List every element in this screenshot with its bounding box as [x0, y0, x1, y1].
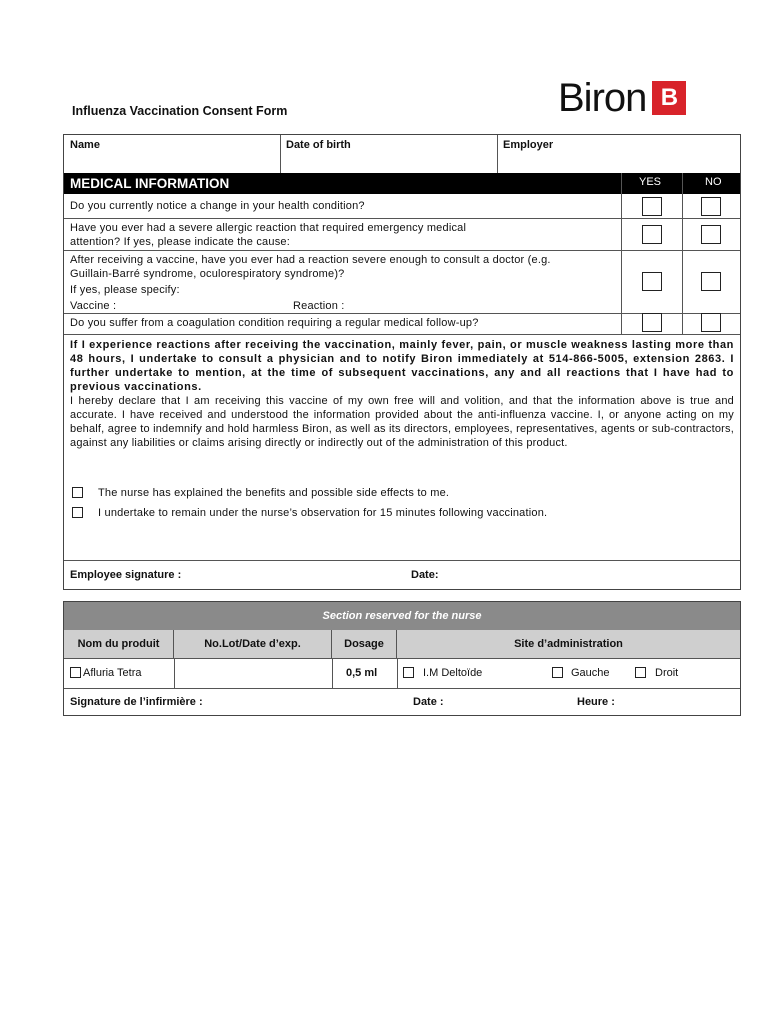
divider — [332, 659, 333, 688]
product-checkbox[interactable] — [70, 667, 81, 678]
lot-column-header: No.Lot/Date d’exp. — [174, 630, 332, 659]
divider — [64, 688, 740, 689]
product-name: Afluria Tetra — [83, 667, 142, 679]
q4-no-checkbox[interactable] — [701, 313, 721, 332]
question-line: After receiving a vaccine, have you ever had a reaction severe enough to consult a doctor (e.g. — [70, 254, 551, 266]
form-title: Influenza Vaccination Consent Form — [72, 104, 288, 118]
divider — [682, 173, 683, 335]
medical-info-header — [64, 173, 740, 194]
observation-checkbox[interactable] — [72, 507, 83, 518]
logo-text: Biron — [558, 76, 647, 120]
nurse-explained-label: The nurse has explained the benefits and possible side effects to me. — [98, 487, 450, 499]
consent-form — [63, 134, 741, 590]
divider — [397, 659, 398, 688]
site-column-header: Site d’administration — [397, 630, 740, 659]
q1-yes-checkbox[interactable] — [642, 197, 662, 216]
employee-date-field[interactable]: Date: — [411, 569, 439, 581]
yes-label: YES — [639, 176, 662, 188]
vaccine-field[interactable]: Vaccine : — [70, 300, 117, 312]
divider — [64, 313, 740, 314]
nurse-explained-checkbox[interactable] — [72, 487, 83, 498]
q1-no-checkbox[interactable] — [701, 197, 721, 216]
divider — [174, 659, 175, 688]
nurse-date-field[interactable]: Date : — [413, 696, 444, 708]
deltoid-checkbox[interactable] — [403, 667, 414, 678]
logo-mark: B — [652, 81, 686, 115]
question-line: If yes, please specify: — [70, 284, 180, 296]
nurse-signature-field[interactable]: Signature de l’infirmière : — [70, 696, 203, 708]
question-health-change: Do you currently notice a change in your health condition? — [70, 200, 365, 212]
product-column-header: Nom du produit — [64, 630, 174, 659]
employer-field[interactable]: Employer — [503, 139, 554, 151]
divider — [64, 334, 740, 335]
question-line: Guillain-Barré syndrome, oculorespiratory syndrome)? — [70, 268, 345, 280]
name-field[interactable]: Name — [70, 139, 100, 151]
divider — [64, 250, 740, 251]
left-label: Gauche — [571, 667, 610, 679]
dosage-value: 0,5 ml — [346, 667, 378, 679]
nurse-time-field[interactable]: Heure : — [577, 696, 615, 708]
q3-no-checkbox[interactable] — [701, 272, 721, 291]
consent-text — [70, 338, 734, 450]
question-line: Have you ever had a severe allergic reaction that required emergency medical — [70, 222, 467, 234]
question-allergic-reaction — [70, 221, 466, 249]
right-label: Droit — [655, 667, 679, 679]
dosage-column-header: Dosage — [332, 630, 397, 659]
question-vaccine-reaction — [70, 253, 551, 313]
q3-yes-checkbox[interactable] — [642, 272, 662, 291]
reaction-field[interactable]: Reaction : — [293, 300, 345, 312]
divider — [64, 218, 740, 219]
no-label: NO — [705, 176, 722, 188]
nurse-section-header: Section reserved for the nurse — [64, 602, 740, 630]
divider — [280, 135, 281, 173]
reaction-notice: If I experience reactions after receiving the vaccination, mainly fever, pain, or muscle weakness lasting more than 48 hours, I undertake to consult a physician and to notify Biron immediately at 514-866-5005, extension 2863. I further undertake to mention, at the time of subsequent vaccinations, any and all reactions that I have had to previous vaccinations. — [70, 339, 734, 393]
q2-no-checkbox[interactable] — [701, 225, 721, 244]
employee-signature-field[interactable]: Employee signature : — [70, 569, 182, 581]
biron-logo — [558, 78, 686, 118]
observation-label: I undertake to remain under the nurse’s observation for 15 minutes following vaccination. — [98, 507, 548, 519]
divider — [64, 560, 740, 561]
nurse-section — [63, 601, 741, 716]
q2-yes-checkbox[interactable] — [642, 225, 662, 244]
divider — [621, 173, 622, 335]
deltoid-label: I.M Deltoïde — [423, 667, 483, 679]
divider — [497, 135, 498, 173]
medical-info-title: MEDICAL INFORMATION — [70, 176, 230, 191]
question-line: attention? If yes, please indicate the cause: — [70, 236, 290, 248]
right-checkbox[interactable] — [635, 667, 646, 678]
q4-yes-checkbox[interactable] — [642, 313, 662, 332]
left-checkbox[interactable] — [552, 667, 563, 678]
vaccine-reaction-line — [70, 299, 551, 313]
question-coagulation: Do you suffer from a coagulation condition requiring a regular medical follow-up? — [70, 317, 479, 329]
dob-field[interactable]: Date of birth — [286, 139, 351, 151]
declaration: I hereby declare that I am receiving this vaccine of my own free will and volition, and that the information above is true and accurate. I have received and understood the information provided about the anti-influenza vaccine. I, or anyone acting on my behalf, agree to indemnify and hold harmless Biron, as well as its directors, employees, representatives, agents or sub-contractors, against any liabilities or claims arising directly or indirectly out of the administration of this product. — [70, 395, 734, 449]
